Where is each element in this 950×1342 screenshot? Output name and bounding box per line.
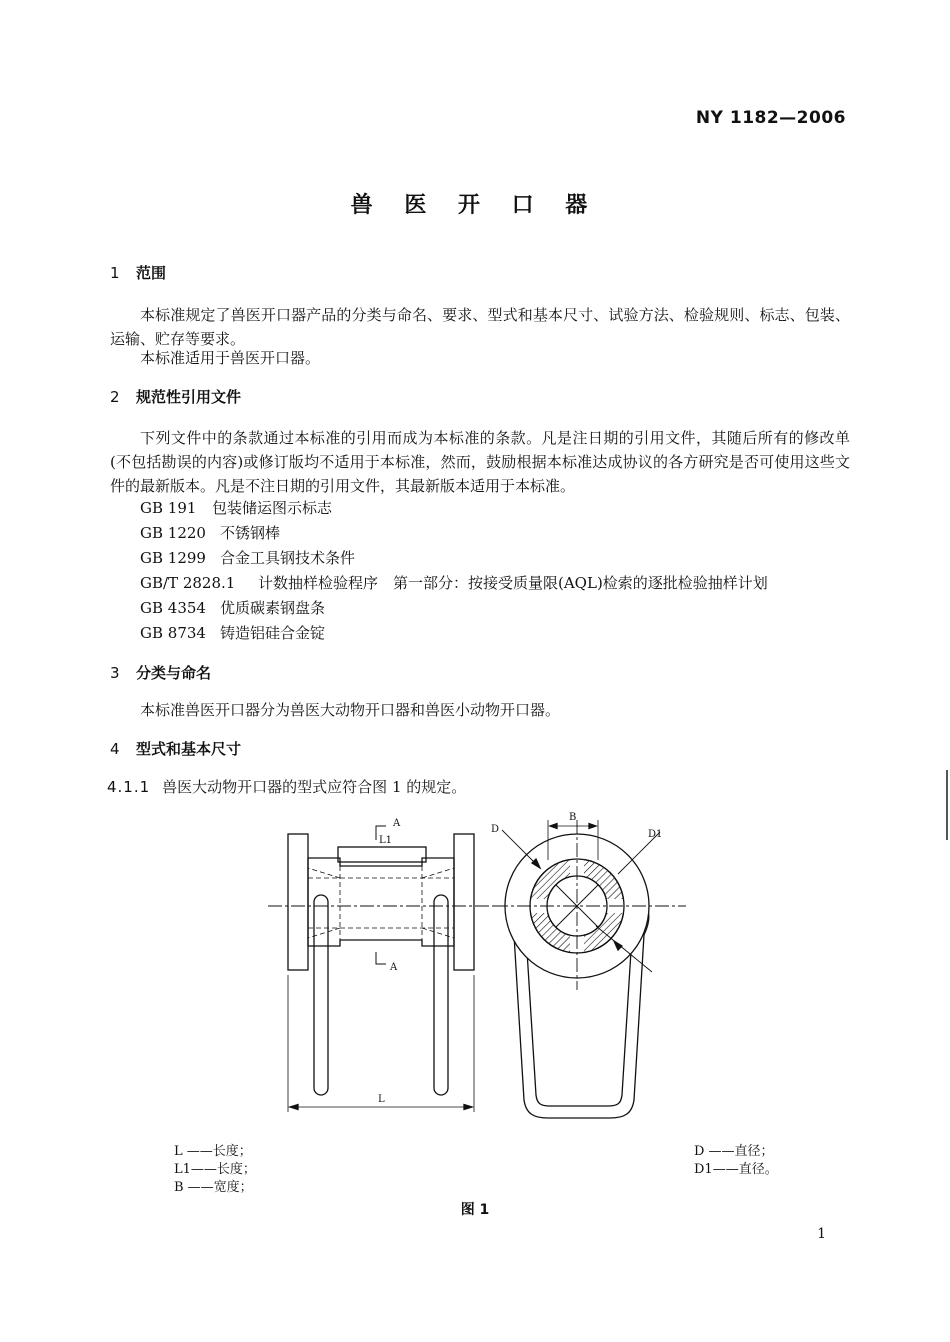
reference-name: 不锈钢棒: [220, 524, 281, 542]
standard-number: NY 1182—2006: [695, 108, 846, 128]
reference-code: GB 8734: [140, 624, 206, 642]
legend-item: L1——长度；: [174, 1162, 256, 1177]
label-a-top: A: [393, 818, 401, 829]
right-handle: [434, 895, 448, 1095]
reference-name: 包装储运图示标志: [212, 499, 333, 517]
section-3-paragraph-1: 本标准兽医开口器分为兽医大动物开口器和兽医小动物开口器。: [140, 701, 561, 719]
label-l: L: [378, 1094, 385, 1105]
section-2-title: 规范性引用文件: [136, 388, 242, 406]
reference-code: GB 191: [140, 499, 197, 517]
scan-edge-mark: [946, 770, 948, 840]
page-title: 兽 医 开 口 器: [350, 193, 600, 218]
clause-number: 4.1.1: [107, 778, 151, 796]
section-1-number: 1: [110, 264, 120, 282]
right-flange: [454, 834, 474, 970]
legend-item: L ——长度；: [174, 1144, 252, 1159]
label-b: B: [569, 812, 577, 823]
legend-right: [694, 1143, 778, 1179]
section-1-title: 范围: [136, 264, 167, 282]
section-4-number: 4: [110, 740, 120, 758]
clause-text: 兽医大动物开口器的型式应符合图 1 的规定。: [162, 778, 467, 796]
section-1-paragraph-2: 本标准适用于兽医开口器。: [140, 349, 321, 367]
legend-left: [174, 1143, 256, 1197]
left-handle: [314, 895, 328, 1095]
section-2-paragraph-1: 下列文件中的条款通过本标准的引用而成为本标准的条款。凡是注日期的引用文件，其随后所有的修改单(不包括勘误的内容)或修订版均不适用于本标准，然而，鼓励根据本标准达成协议的各方研究是否可使用这些文件的最新版本。凡是不注日期的引用文件，其最新版本适用于本标准。: [110, 429, 850, 495]
section-2-number: 2: [110, 388, 120, 406]
legend-item: D ——直径；: [694, 1144, 774, 1159]
side-view: [494, 820, 686, 1118]
reference-code: GB 1220: [140, 524, 206, 542]
section-3-title: 分类与命名: [136, 664, 212, 682]
label-d: D: [491, 824, 500, 835]
label-a-bottom: A: [390, 962, 398, 973]
barrel-body: [308, 858, 454, 946]
section-1-paragraph-1: 本标准规定了兽医开口器产品的分类与命名、要求、型式和基本尺寸、试验方法、检验规则、标志、包装、运输、贮存等要求。: [110, 306, 850, 348]
legend-item: B ——宽度；: [174, 1180, 253, 1195]
section-3-number: 3: [110, 664, 120, 682]
reference-name: 合金工具钢技术条件: [220, 549, 356, 567]
top-plate: [338, 847, 426, 862]
left-flange: [288, 834, 308, 970]
reference-name: 计数抽样检验程序 第一部分：按接受质量限(AQL)检索的逐批检验抽样计划: [258, 574, 768, 592]
label-l1: L1: [379, 835, 393, 846]
reference-code: GB 4354: [140, 599, 206, 617]
page-number: 1: [817, 1226, 826, 1242]
reference-name: 优质碳素钢盘条: [220, 599, 326, 617]
reference-code: GB 1299: [140, 549, 206, 567]
front-view: [268, 826, 496, 1112]
figure-caption: 图 1: [460, 1202, 490, 1218]
legend-item: D1——直径。: [694, 1162, 778, 1177]
reference-name: 铸造铝硅合金锭: [220, 624, 326, 642]
section-4-title: 型式和基本尺寸: [136, 740, 242, 758]
label-d1: D1: [648, 829, 663, 840]
reference-code: GB/T 2828.1: [140, 574, 236, 592]
